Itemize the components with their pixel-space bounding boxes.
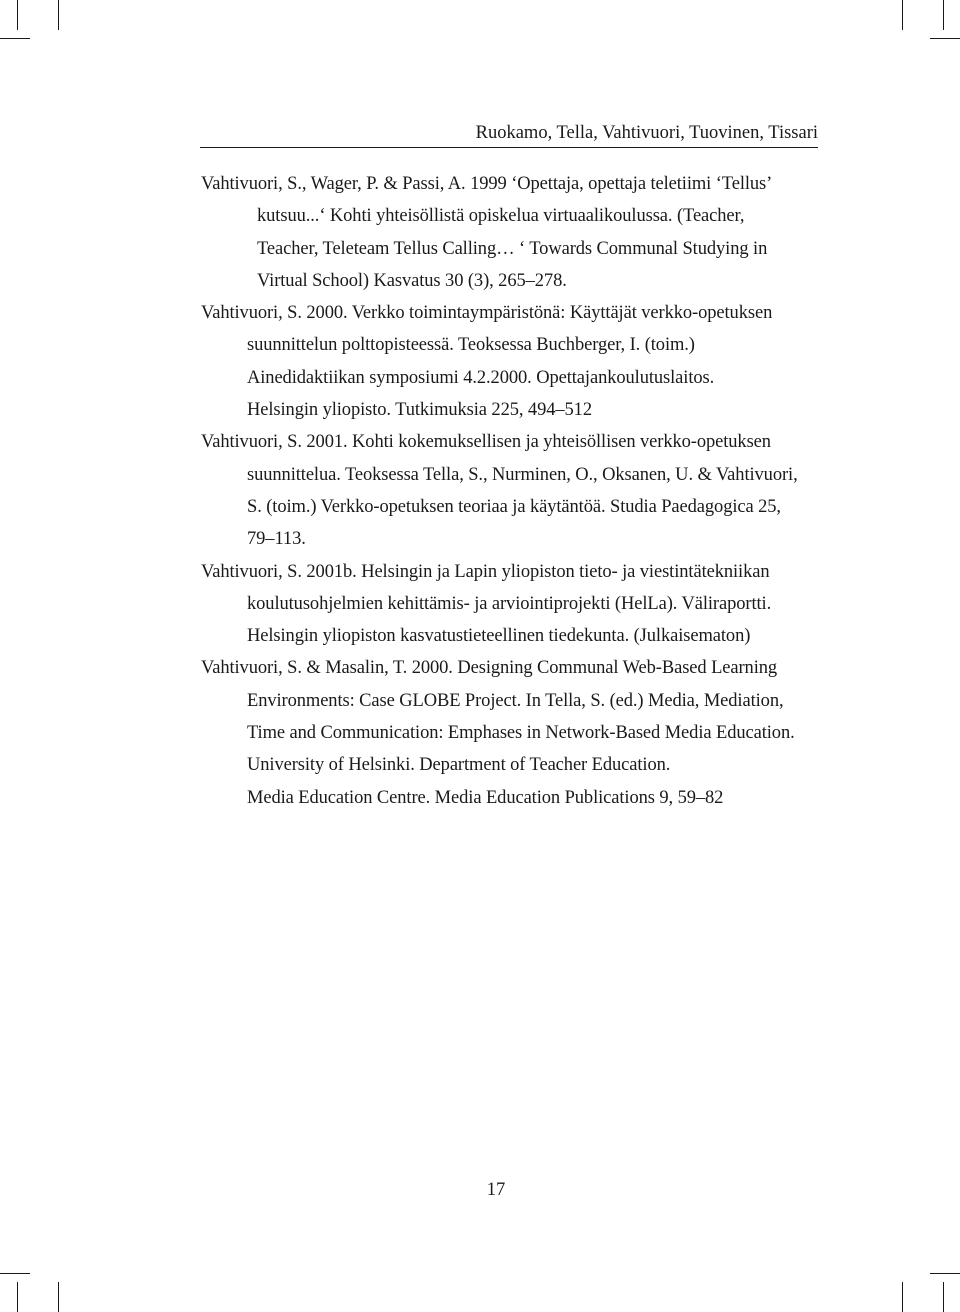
crop-mark-bottom-left-vertical	[58, 1282, 59, 1312]
reference-line: Time and Communication: Emphases in Network-Based Media Education.	[247, 723, 795, 744]
crop-mark-top-right-vertical	[943, 0, 944, 30]
running-header	[200, 121, 818, 148]
reference-entry	[201, 556, 841, 653]
reference-line: suunnittelun polttopisteessä. Teoksessa Buchberger, I. (toim.)	[247, 335, 695, 356]
crop-mark-bottom-right-vertical	[943, 1282, 944, 1312]
reference-entry	[201, 652, 841, 813]
reference-line: Teacher, Teleteam Tellus Calling… ‘ Towards Communal Studying in	[257, 238, 768, 259]
reference-line: Helsingin yliopiston kasvatustieteellinen tiedekunta. (Julkaisematon)	[247, 626, 751, 647]
crop-mark-bottom-left-horizontal	[0, 1273, 30, 1274]
reference-line: 79–113.	[247, 529, 306, 550]
running-head-authors: Ruokamo, Tella, Vahtivuori, Tuovinen, Tissari	[475, 123, 818, 143]
reference-line: suunnittelua. Teoksessa Tella, S., Nurminen, O., Oksanen, U. & Vahtivuori,	[247, 464, 798, 485]
reference-line: University of Helsinki. Department of Teacher Education.	[247, 755, 671, 776]
crop-mark-top-left-vertical	[17, 0, 18, 30]
reference-line: koulutusohjelmien kehittämis- ja arviointiprojekti (HelLa). Väliraportti.	[247, 593, 772, 614]
crop-mark-bottom-right-horizontal	[930, 1273, 960, 1274]
reference-line: Environments: Case GLOBE Project. In Tella, S. (ed.) Media, Mediation,	[247, 690, 784, 711]
crop-mark-bottom-right-vertical	[902, 1282, 903, 1312]
reference-line: Vahtivuori, S. 2001b. Helsingin ja Lapin yliopiston tieto- ja viestintätekniikan	[201, 561, 770, 582]
reference-line: Helsingin yliopisto. Tutkimuksia 225, 494–512	[247, 400, 592, 421]
reference-line: Virtual School) Kasvatus 30 (3), 265–278.	[257, 270, 567, 291]
reference-line: Vahtivuori, S. 2000. Verkko toimintaympäristönä: Käyttäjät verkko-opetuksen	[201, 303, 773, 324]
crop-mark-top-left-horizontal	[0, 38, 30, 39]
reference-entry	[201, 297, 841, 426]
reference-entry	[201, 426, 841, 555]
reference-line: kutsuu...‘ Kohti yhteisöllistä opiskelua virtuaalikoulussa. (Teacher,	[257, 206, 745, 227]
crop-mark-top-right-horizontal	[930, 38, 960, 39]
reference-line: Ainedidaktiikan symposiumi 4.2.2000. Opettajankoulutuslaitos.	[247, 367, 715, 388]
page-number: 17	[486, 1180, 506, 1200]
crop-mark-bottom-left-vertical	[17, 1282, 18, 1312]
crop-mark-top-left-vertical	[58, 0, 59, 30]
reference-line: Vahtivuori, S. 2001. Kohti kokemuksellisen ja yhteisöllisen verkko-opetuksen	[201, 432, 771, 453]
reference-line: Media Education Centre. Media Education Publications 9, 59–82	[247, 787, 724, 808]
crop-mark-top-right-vertical	[902, 0, 903, 30]
reference-line: S. (toim.) Verkko-opetuksen teoriaa ja käytäntöä. Studia Paedagogica 25,	[247, 496, 781, 517]
reference-list	[201, 168, 841, 814]
reference-line: Vahtivuori, S., Wager, P. & Passi, A. 1999 ‘Opettaja, opettaja teletiimi ‘Tellus’	[201, 174, 773, 194]
reference-line: Vahtivuori, S. & Masalin, T. 2000. Designing Communal Web-Based Learning	[201, 658, 778, 679]
reference-entry	[201, 168, 841, 297]
